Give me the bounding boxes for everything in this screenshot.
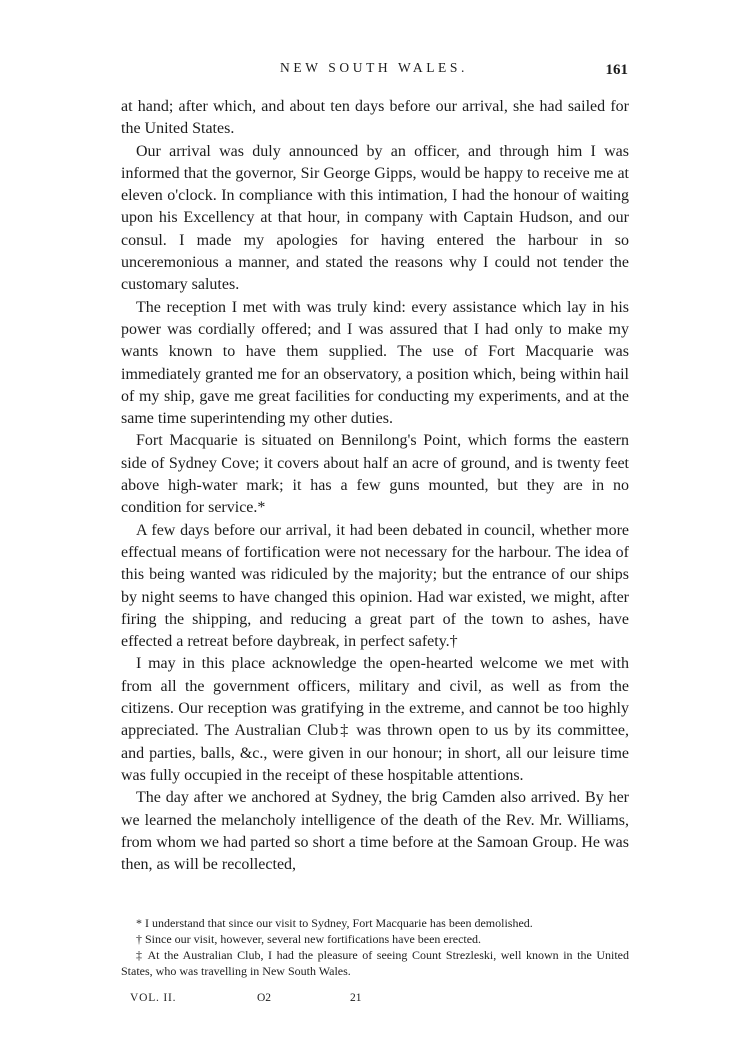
running-head: NEW SOUTH WALES. <box>280 60 468 75</box>
paragraph: Fort Macquarie is situated on Bennilong's Point, which forms the eastern side of Sydney Cove; it covers about half an acre of ground, and is twenty feet above high-water mark; it has a few guns mounted, but they are in no condition for service.* <box>121 432 629 517</box>
paragraph: at hand; after which, and about ten days before our arrival, she had sailed for the United States. <box>121 98 629 138</box>
printer-signature: O2 <box>257 992 272 1004</box>
paragraph: I may in this place acknowledge the open-hearted welcome we met with from all the government officers, military and civil, as well as from the citizens. Our reception was gratifying in the extreme, and cannot be too highly appreciated. The Australian Club‡ was thrown open to us by its committee, and parties, balls, &c., were given in our honour; in short, all our leisure time was fully occupied in the receipt of these hospitable attentions. <box>121 655 629 784</box>
paragraph: A few days before our arrival, it had been debated in council, whether more effectual means of fortification were not necessary for the harbour. The idea of this being wanted was ridiculed by the majority; but the entrance of our ships by night seems to have changed this opinion. Had war existed, we might, after firing the shipping, and reducing a great part of the town to ashes, have effected a retreat before daybreak, in perfect safety.† <box>121 521 629 651</box>
paragraph: Our arrival was duly announced by an officer, and through him I was informed that the governor, Sir George Gipps, would be happy to receive me at eleven o'clock. In compliance with this intimation, I had the honour of waiting upon his Excellency at that hour, in company with Captain Hudson, and our consul. I made my apologies for having entered the harbour in so unceremonious a manner, and stated the reasons why I could not tender the customary salutes. <box>121 142 629 294</box>
footnote: ‡ At the Australian Club, I had the pleasure of seeing Count Strezleski, well known in the United States, who was travelling in New South Wales. <box>121 948 629 978</box>
printer-signature-number: 21 <box>350 992 362 1004</box>
page-header <box>120 60 628 84</box>
body-text <box>121 96 629 876</box>
paragraph: The reception I met with was truly kind: every assistance which lay in his power was cordially offered; and I was assured that I had only to make my wants known to have them supplied. The use of Fort Macquarie was immediately granted me for an observatory, a position which, being within hail of my ship, gave me great facilities for conducting my experiments, and at the same time superintending my other duties. <box>121 298 629 428</box>
footnotes <box>121 915 629 979</box>
page-number: 161 <box>605 62 628 78</box>
footnote: * I understand that since our visit to Sydney, Fort Macquarie has been demolished. <box>136 916 533 930</box>
paragraph: The day after we anchored at Sydney, the brig Camden also arrived. By her we learned the melancholy intelligence of the death of the Rev. Mr. Williams, from whom we had parted so short a time before at the Samoan Group. He was then, as will be recollected, <box>121 789 629 874</box>
volume-label: VOL. II. <box>130 992 177 1004</box>
page-footer <box>130 992 390 1010</box>
footnote: † Since our visit, however, several new fortifications have been erected. <box>136 932 482 946</box>
